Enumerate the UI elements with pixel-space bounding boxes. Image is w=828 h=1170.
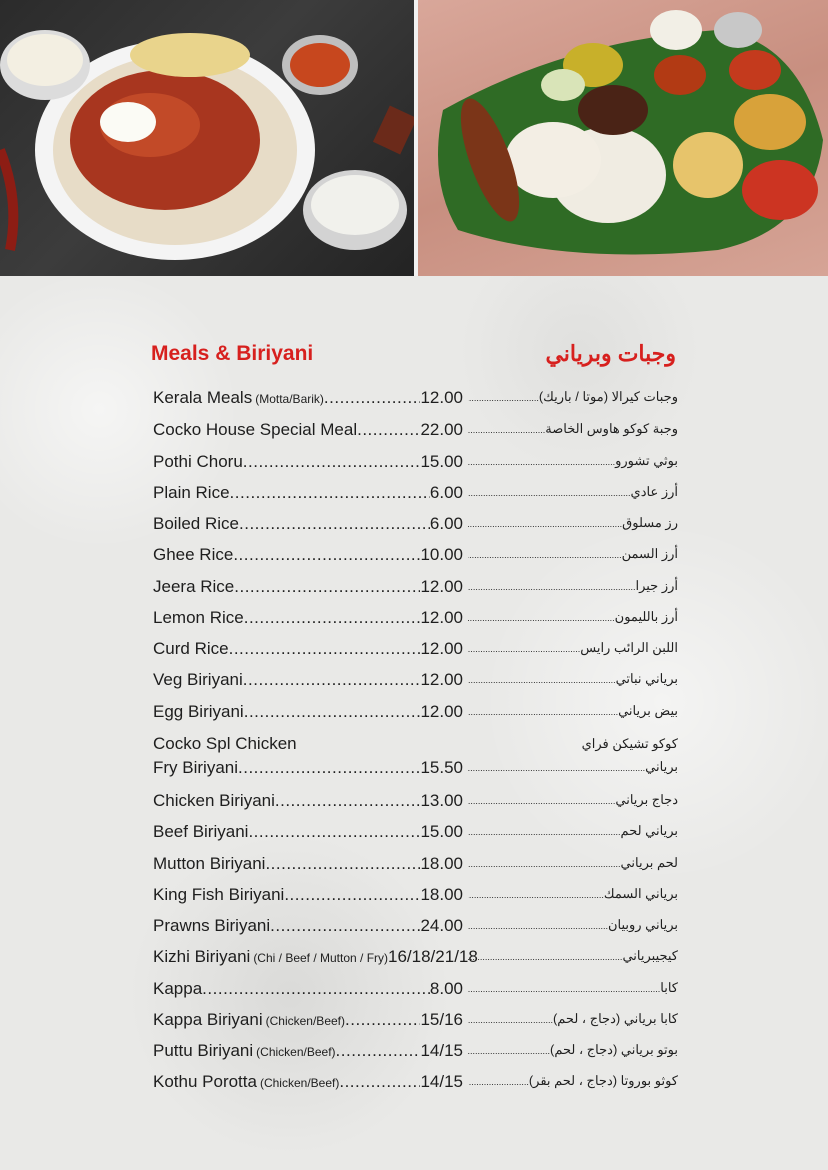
menu-item	[0, 979, 828, 1003]
dot-leader	[468, 827, 621, 837]
menu-item-arabic-name: كوثو بوروتا (دجاج ، لحم بقر)	[528, 1073, 678, 1088]
menu-item-arabic-name: رز مسلوق	[622, 515, 678, 530]
menu-item-name: Jeera Rice	[153, 577, 235, 596]
menu-item-english	[153, 452, 463, 472]
dot-leader	[468, 707, 618, 717]
menu-item-english	[153, 1010, 463, 1030]
menu-item-arabic-name: برياني روبيان	[607, 917, 678, 932]
menu-item-price: 10.00	[420, 545, 463, 564]
menu-item-price: 15.00	[420, 822, 463, 841]
menu-item-arabic-name: بوتو برياني (دجاج ، لحم)	[550, 1042, 678, 1057]
dot-leader	[468, 582, 635, 592]
menu-item-arabic	[468, 759, 678, 775]
dot-leader	[468, 763, 645, 773]
dot-leader	[468, 488, 631, 498]
menu-item-name: Boiled Rice	[153, 514, 239, 533]
menu-item	[0, 545, 828, 569]
menu-item-arabic	[468, 609, 678, 625]
menu-item	[0, 452, 828, 476]
menu-item-price: 6.00	[429, 514, 463, 533]
menu-item-arabic	[468, 823, 678, 839]
menu-item-arabic-name: برياني السمك	[603, 886, 678, 901]
dot-leader	[234, 577, 420, 597]
menu-item-price: 22.00	[420, 420, 463, 439]
menu-item-price: 13.00	[420, 791, 463, 810]
menu-item	[0, 483, 828, 507]
menu-item-name: Beef Biriyani	[153, 822, 249, 841]
menu-item-english	[153, 670, 463, 690]
menu-item-option: (Chicken/Beef)	[259, 1076, 340, 1090]
dot-leader	[357, 420, 420, 440]
menu-item-option: (Motta/Barik)	[255, 392, 324, 406]
menu-item-english	[153, 545, 463, 565]
menu-item-price: 24.00	[420, 916, 463, 935]
dot-leader	[468, 1015, 553, 1025]
menu-item	[0, 514, 828, 538]
menu-item-arabic	[468, 578, 678, 594]
menu-item	[0, 1072, 828, 1096]
menu-item-english	[153, 947, 478, 967]
dot-leader	[345, 1010, 420, 1030]
menu-item-name: Ghee Rice	[153, 545, 234, 564]
dot-leader	[238, 758, 420, 778]
section-title-english: Meals & Biriyani	[151, 342, 314, 365]
menu-item-option: (Chicken/Beef)	[265, 1014, 345, 1028]
menu-item-name: Mutton Biriyani	[153, 854, 266, 873]
dot-leader	[468, 890, 604, 900]
menu-item	[0, 577, 828, 601]
menu-item-name: Kappa	[153, 979, 203, 998]
menu-item-english	[153, 1041, 463, 1061]
menu-item-arabic-name: برياني نباتي	[615, 671, 678, 686]
menu-item-english	[153, 885, 463, 905]
menu-item-price: 14/15	[420, 1041, 463, 1060]
menu-item-arabic	[468, 980, 678, 996]
menu-item	[0, 758, 828, 782]
menu-item-english	[153, 702, 463, 722]
menu-item-name: Fry Biriyani	[153, 758, 239, 777]
menu-item-arabic	[468, 703, 678, 719]
menu-item	[0, 885, 828, 909]
menu-item-arabic	[468, 792, 678, 808]
menu-item-name: Chicken Biriyani	[153, 791, 275, 810]
dot-leader	[270, 916, 420, 936]
menu-item-price: 12.00	[420, 639, 463, 658]
menu-item-english	[153, 639, 463, 659]
menu-item	[0, 388, 828, 412]
menu-item-arabic	[468, 515, 678, 531]
menu-item-arabic-name: كابا برياني (دجاج ، لحم)	[552, 1011, 678, 1026]
menu-item-name-line1: Cocko Spl Chicken	[153, 734, 297, 753]
menu-item-english	[153, 483, 463, 503]
menu-item-arabic	[468, 421, 678, 437]
menu-item-name: Cocko House Special Meal	[153, 420, 358, 439]
menu-item-arabic	[468, 453, 678, 469]
menu-item-price: 15/16	[420, 1010, 463, 1029]
dot-leader	[233, 545, 420, 565]
dot-leader	[468, 921, 608, 931]
menu-item	[0, 822, 828, 846]
menu-item-english	[153, 791, 463, 811]
menu-item-arabic-name: أرز السمن	[621, 546, 678, 561]
menu-item-arabic	[468, 948, 678, 964]
menu-item-name: Kerala Meals	[153, 388, 253, 407]
menu-item-arabic	[468, 855, 678, 871]
menu-item-price: 18.00	[420, 854, 463, 873]
dot-leader	[243, 670, 421, 690]
menu-item-name: King Fish Biriyani	[153, 885, 285, 904]
menu-item-price: 12.00	[420, 608, 463, 627]
menu-item-price: 8.00	[429, 979, 463, 998]
menu-item-arabic	[468, 1042, 678, 1058]
menu-item-option: (Chicken/Beef)	[256, 1045, 336, 1059]
menu-item	[0, 702, 828, 726]
menu-item-arabic-name: بيض برياني	[618, 703, 678, 718]
menu-item-arabic	[468, 886, 678, 902]
dot-leader	[468, 859, 621, 869]
dot-leader	[468, 796, 615, 806]
menu-item-arabic-name: كابا	[660, 980, 678, 995]
menu-item-english	[153, 979, 463, 999]
menu-item	[0, 854, 828, 878]
dot-leader	[230, 483, 430, 503]
dot-leader	[275, 791, 421, 811]
menu-item-english	[153, 758, 463, 778]
dot-leader	[265, 854, 420, 874]
menu-item	[0, 420, 828, 444]
menu-item	[0, 916, 828, 940]
menu-item-name: Egg Biriyani	[153, 702, 244, 721]
menu-item-arabic	[468, 640, 678, 656]
menu-item-english	[153, 854, 463, 874]
menu-item-name: Puttu Biriyani	[153, 1041, 254, 1060]
menu-item-arabic-name: دجاج برياني	[615, 792, 678, 807]
menu-item-price: 12.00	[420, 702, 463, 721]
menu-item-arabic	[468, 917, 678, 933]
menu-item	[0, 1041, 828, 1065]
dot-leader	[239, 514, 430, 534]
menu-item-english	[153, 822, 463, 842]
dot-leader	[324, 388, 421, 408]
kerala-meals-photo	[418, 0, 828, 276]
menu-item-arabic-name: برياني لحم	[620, 823, 678, 838]
dot-leader	[244, 608, 421, 628]
dot-leader	[468, 675, 616, 685]
menu-item-price: 15.50	[420, 758, 463, 777]
menu-item-english	[153, 1072, 463, 1092]
menu-item-arabic	[468, 546, 678, 562]
menu-item-option: (Chi / Beef / Mutton / Fry)	[253, 951, 389, 965]
menu-item-price: 12.00	[420, 577, 463, 596]
menu-item-arabic-name: برياني	[645, 759, 678, 774]
dot-leader	[336, 1041, 421, 1061]
section-title-arabic: وجبات وبرياني	[545, 341, 676, 366]
menu-item-name: Kappa Biriyani	[153, 1010, 263, 1029]
dot-leader	[468, 952, 622, 962]
dot-leader	[468, 1077, 529, 1087]
menu-item-arabic-name: أرز عادي	[630, 484, 678, 499]
menu-item-english	[153, 916, 463, 936]
dot-leader	[243, 452, 421, 472]
menu-item-arabic-name: أرز جيرا	[635, 578, 678, 593]
menu-item-arabic-name: بوثي تشورو	[615, 453, 678, 468]
menu-item-arabic-name: أرز بالليمون	[614, 609, 678, 624]
dot-leader	[248, 822, 420, 842]
dot-leader	[229, 639, 421, 659]
dot-leader	[468, 984, 660, 994]
menu-item-arabic	[468, 1073, 678, 1089]
menu-item-name: Lemon Rice	[153, 608, 244, 627]
dot-leader	[468, 519, 622, 529]
menu-item-name: Kothu Porotta	[153, 1072, 257, 1091]
menu-item-price: 6.00	[429, 483, 463, 502]
menu-item-english	[153, 420, 463, 440]
dot-leader	[244, 702, 421, 722]
menu-item-english	[153, 514, 463, 534]
menu-item-english	[153, 388, 463, 408]
menu-item-price: 16/18/21/18	[388, 947, 478, 966]
menu-item-name: Prawns Biriyani	[153, 916, 271, 935]
dot-leader	[468, 550, 622, 560]
dot-leader	[468, 644, 580, 654]
biriyani-photo	[0, 0, 414, 276]
menu-item-arabic	[468, 671, 678, 687]
menu-item-name: Curd Rice	[153, 639, 229, 658]
menu-item	[0, 639, 828, 663]
dot-leader	[284, 885, 420, 905]
dot-leader	[468, 1046, 550, 1056]
menu-item-price: 12.00	[420, 388, 463, 407]
menu-item-price: 18.00	[420, 885, 463, 904]
menu-item-name: Kizhi Biriyani	[153, 947, 251, 966]
menu-item-arabic-name: لحم برياني	[620, 855, 678, 870]
menu-item	[0, 1010, 828, 1034]
menu-item-price: 12.00	[420, 670, 463, 689]
dot-leader	[468, 393, 539, 403]
dot-leader	[202, 979, 430, 999]
dot-leader	[468, 425, 545, 435]
menu-item	[0, 670, 828, 694]
dot-leader	[339, 1072, 420, 1092]
menu-item-arabic-name: اللبن الرائب رايس	[580, 640, 678, 655]
menu-item-price: 15.00	[420, 452, 463, 471]
menu-item-arabic	[468, 389, 678, 405]
menu-item	[0, 791, 828, 815]
menu-item-english	[153, 608, 463, 628]
menu-item-name: Plain Rice	[153, 483, 230, 502]
menu-item-arabic	[468, 1011, 678, 1027]
menu-item-name: Veg Biriyani	[153, 670, 243, 689]
menu-item-arabic-line1: كوكو تشيكن فراي	[581, 736, 678, 751]
menu-item	[0, 947, 828, 971]
dot-leader	[468, 457, 615, 467]
dot-leader	[468, 613, 615, 623]
menu-item-name: Pothi Choru	[153, 452, 243, 471]
menu-item-english	[153, 577, 463, 597]
menu-item-arabic-name: وجبة كوكو هاوس الخاصة	[545, 421, 678, 436]
menu-item-arabic	[468, 484, 678, 500]
menu-item	[0, 608, 828, 632]
menu-item-price: 14/15	[420, 1072, 463, 1091]
header-photos	[0, 0, 828, 276]
menu-item-arabic-name: كيجيبرياني	[622, 948, 678, 963]
menu-item-arabic-name: وجبات كيرالا (موتا / باريك)	[538, 389, 678, 404]
